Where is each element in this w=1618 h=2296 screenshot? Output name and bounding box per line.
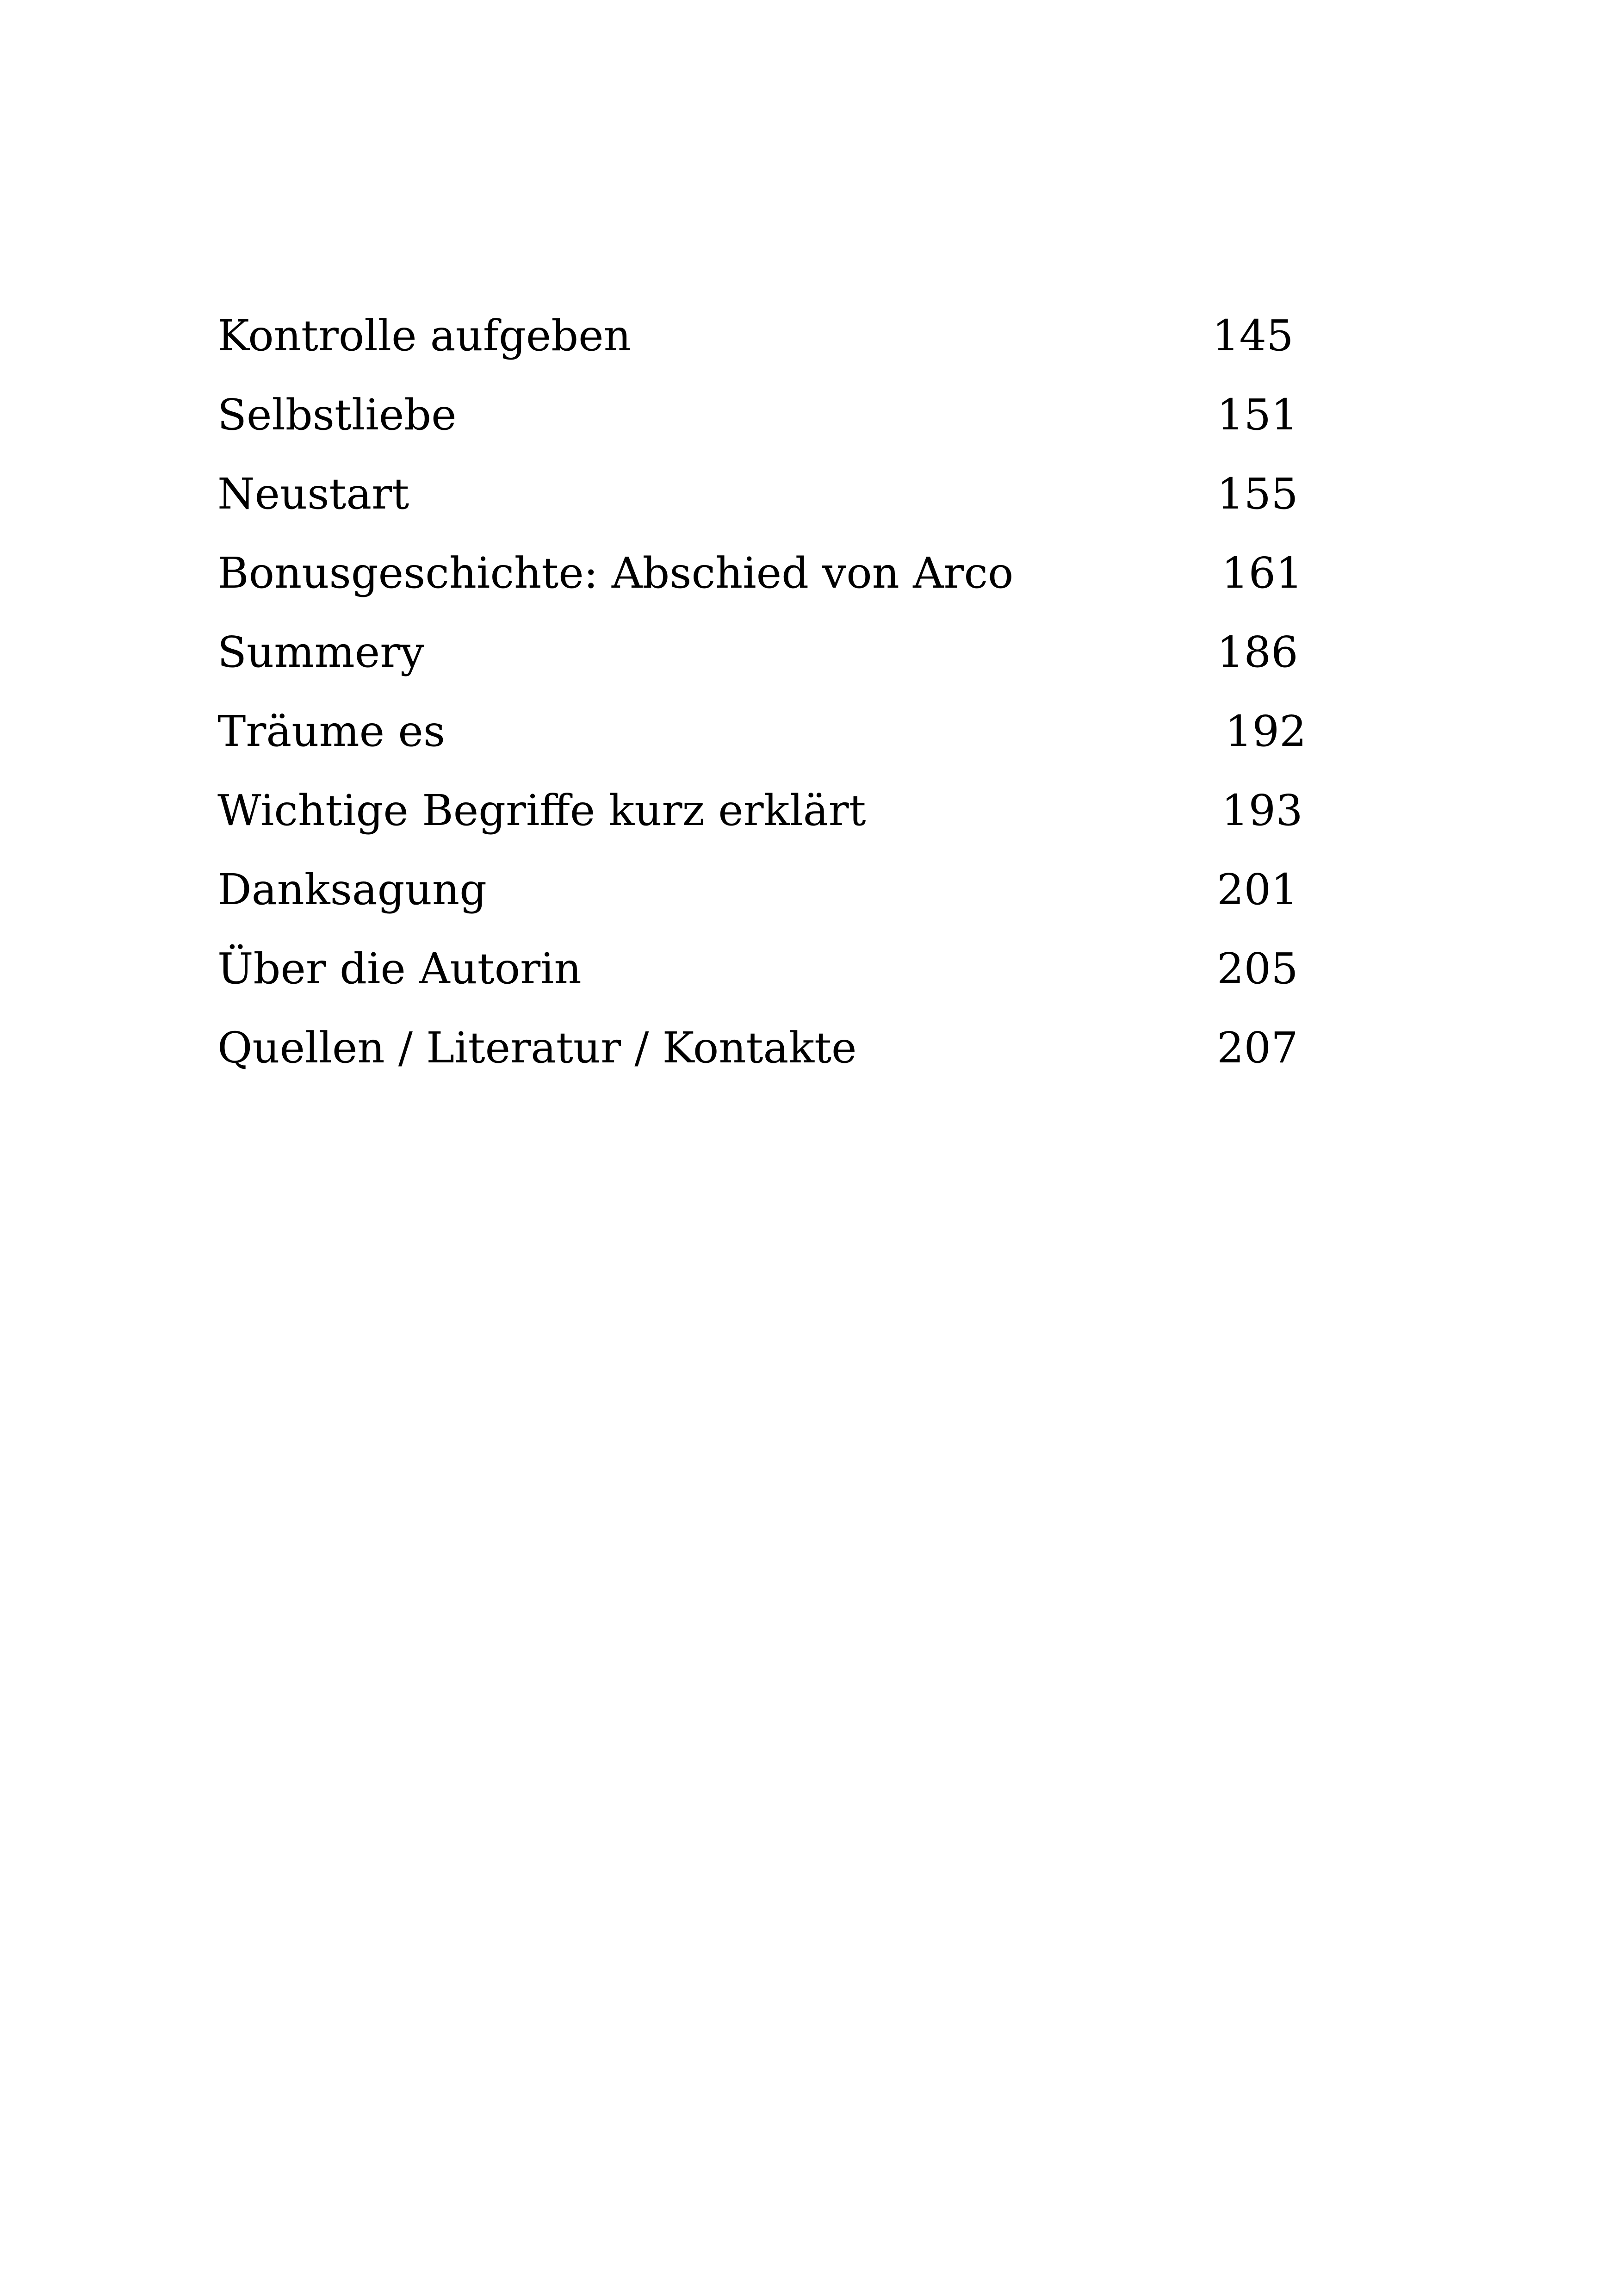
toc-entry-page-number: 192 <box>1225 707 1307 756</box>
toc-entry-title: Über die Autorin <box>217 944 582 993</box>
toc-entry-title: Summery <box>217 627 425 677</box>
toc-entry-page-number: 193 <box>1221 786 1303 835</box>
toc-entry <box>217 692 1328 771</box>
toc-entry-page-number: 161 <box>1221 548 1303 598</box>
toc-entry <box>217 375 1328 454</box>
toc-entry-page-number: 145 <box>1212 311 1294 360</box>
toc-entry-title: Danksagung <box>217 865 487 914</box>
toc-entry-page-number: 155 <box>1217 469 1298 519</box>
toc-entry-title: Neustart <box>217 469 409 519</box>
toc-entry-title: Selbstliebe <box>217 390 457 440</box>
toc-entry <box>217 534 1328 613</box>
table-of-contents <box>217 296 1328 1087</box>
toc-entry-page-number: 205 <box>1217 944 1298 993</box>
toc-entry <box>217 454 1328 534</box>
toc-entry-title: Wichtige Begriffe kurz erklärt <box>217 786 866 835</box>
toc-entry <box>217 1008 1328 1087</box>
toc-entry-page-number: 207 <box>1217 1023 1298 1073</box>
toc-entry-title: Quellen / Literatur / Kontakte <box>217 1023 857 1073</box>
toc-entry <box>217 613 1328 692</box>
toc-entry-page-number: 201 <box>1217 865 1298 914</box>
toc-entry-title: Bonusgeschichte: Abschied von Arco <box>217 548 1014 598</box>
toc-entry-page-number: 151 <box>1217 390 1298 440</box>
toc-entry-title: Kontrolle aufgeben <box>217 311 631 360</box>
toc-entry <box>217 771 1328 850</box>
toc-entry <box>217 296 1328 375</box>
toc-entry-title: Träume es <box>217 707 446 756</box>
toc-entry <box>217 929 1328 1008</box>
toc-entry <box>217 850 1328 929</box>
toc-entry-page-number: 186 <box>1217 627 1298 677</box>
